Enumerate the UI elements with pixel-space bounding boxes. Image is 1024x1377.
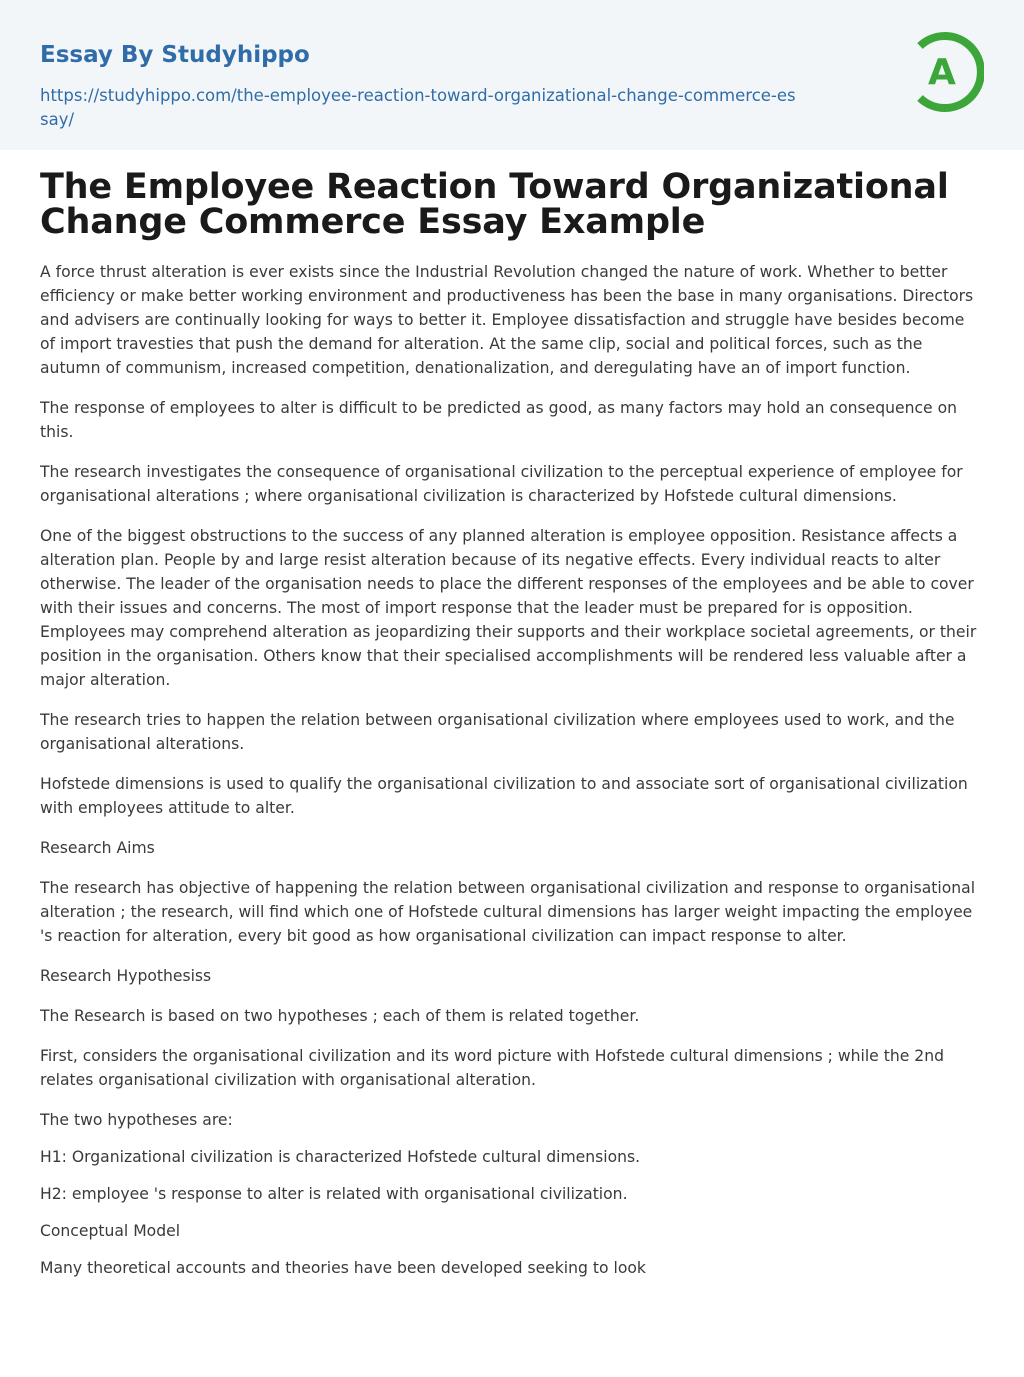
paragraph: The two hypotheses are:	[40, 1111, 233, 1129]
logo-letter: A	[928, 52, 956, 93]
paragraph: The research has objective of happening the relation between organisational civilization and response to organisational alteration ; the research, will find which one of Hofstede cultural dimensions has larger weight impacting the employee 's reaction for alteration, every bit good as how organisational civilization can impact response to alter.	[40, 879, 976, 945]
article	[0, 150, 1024, 1280]
paragraph: The response of employees to alter is difficult to be predicted as good, as many factors may hold an consequence on this.	[40, 399, 958, 441]
section-heading: Research Hypothesiss	[40, 967, 212, 985]
studyhippo-logo-icon[interactable]	[900, 30, 984, 114]
source-url-link[interactable]: https://studyhippo.com/the-employee-reaction-toward-organizational-change-commerce-essay/	[40, 86, 796, 129]
paragraph: The Research is based on two hypotheses ; each of them is related together.	[40, 1007, 640, 1025]
paragraph: Hofstede dimensions is used to qualify the organisational civilization to and associate sort of organisational civilization with employees attitude to alter.	[40, 775, 968, 817]
hypothesis-item: H2: employee 's response to alter is related with organisational civilization.	[40, 1185, 628, 1203]
paragraph: The research investigates the consequence of organisational civilization to the perceptual experience of employee for organisational alterations ; where organisational civilization is characterized by Hofstede cultural dimensions.	[40, 463, 963, 505]
paragraph: A force thrust alteration is ever exists since the Industrial Revolution changed the nature of work. Whether to better efficiency or make better working environment and productiveness has been the base in many organisations. Directors and advisers are continually looking for ways to better it. Employee dissatisfaction and struggle have besides become of import travesties that push the demand for alteration. At the same clip, social and political forces, such as the autumn of communism, increased competition, denationalization, and deregulating have an of import function.	[40, 263, 974, 377]
section-heading: Research Aims	[40, 839, 155, 857]
paragraph: The research tries to happen the relation between organisational civilization where employees used to work, and the organisational alterations.	[40, 711, 955, 753]
hypothesis-item: H1: Organizational civilization is characterized Hofstede cultural dimensions.	[40, 1148, 641, 1166]
paragraph: One of the biggest obstructions to the success of any planned alteration is employee opposition. Resistance affects a alteration plan. People by and large resist alteration because of its negative effects. Every individual reacts to alter otherwise. The leader of the organisation needs to place the different responses of the employees and be able to cover with their issues and concerns. The most of import response that the leader must be prepared for is opposition. Employees may comprehend alteration as jeopardizing their supports and their workplace societal agreements, or their position in the organisation. Others know that their specialised accomplishments will be rendered less valuable after a major alteration.	[40, 527, 977, 689]
section-heading: Conceptual Model	[40, 1222, 181, 1240]
brand-title[interactable]: Essay By Studyhippo	[40, 42, 310, 68]
page-title: The Employee Reaction Toward Organizational Change Commerce Essay Example	[40, 167, 949, 242]
paragraph: First, considers the organisational civilization and its word picture with Hofstede cultural dimensions ; while the 2nd relates organisational civilization with organisational alteration.	[40, 1047, 944, 1089]
paragraph: Many theoretical accounts and theories have been developed seeking to look	[40, 1259, 646, 1277]
site-header	[0, 0, 1024, 150]
